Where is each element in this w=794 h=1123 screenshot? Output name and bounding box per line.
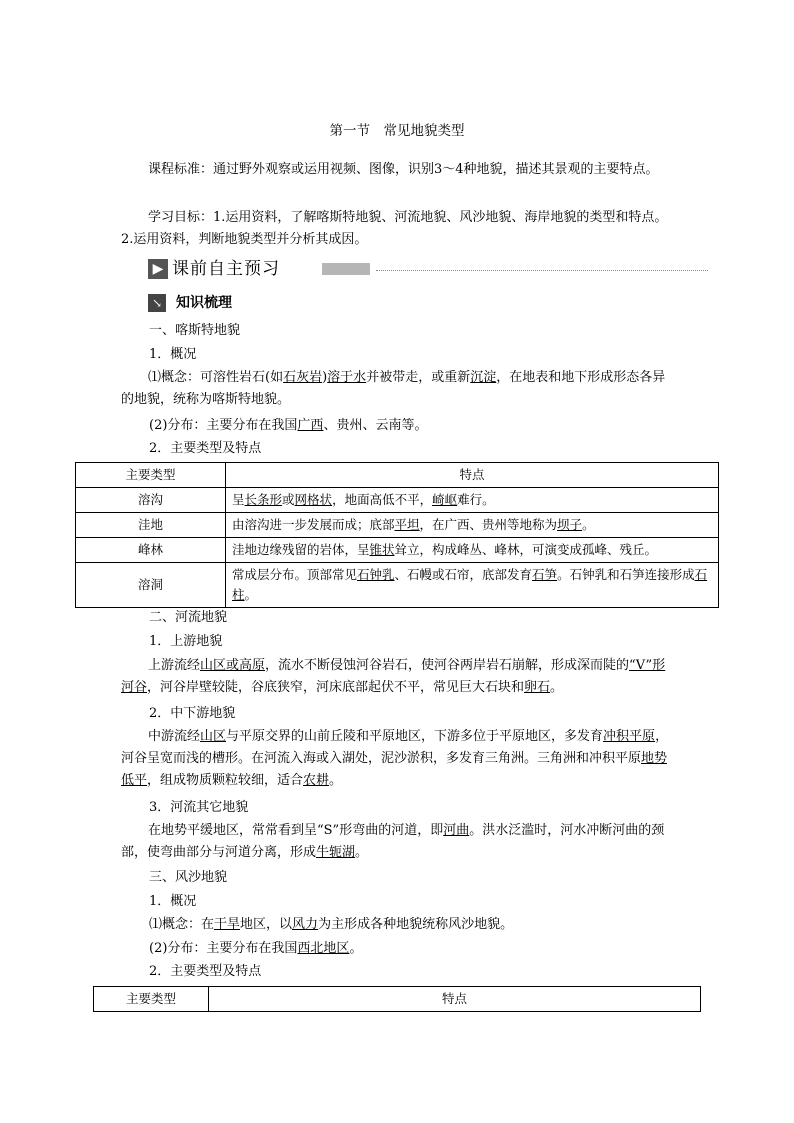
table-cell-feature: 呈长条形或网格状，地面高低不平，崎岖难行。 — [226, 488, 719, 513]
river-other-text: 在地势平缓地区，常常看到呈“S”形弯曲的河道，即河曲。洪水泛滥时，河水冲断河曲的颈部，使弯曲部分与河道分离，形成牛轭湖。 — [121, 823, 665, 860]
table-row — [76, 538, 719, 563]
river-mid-text: 中游流经山区与平原交界的山前丘陵和平原地区，下游多位于平原地区，多发育冲积平原，河谷呈宽而浅的槽形。在河流入海或入湖处，泥沙淤积，多发育三角洲。三角洲和冲积平原地势低平，组成物质颗粒较细，适合农耕。 — [121, 729, 669, 788]
river-mid-heading: 2．中下游地貌 — [149, 706, 236, 721]
table-header-row — [76, 463, 719, 488]
table-header: 特点 — [209, 987, 701, 1012]
karst-heading: 一、喀斯特地貌 — [149, 323, 241, 338]
learning-goal: 学习目标：1.运用资料，了解喀斯特地貌、河流地貌、风沙地貌、海岸地貌的类型和特点。2.运用资料，判断地貌类型并分析其成因。 — [121, 210, 668, 247]
section-banner — [148, 258, 708, 280]
table-cell-feature: 由溶沟进一步发展而成；底部平坦，在广西、贵州等地称为坝子。 — [226, 513, 719, 538]
table-row — [76, 513, 719, 538]
course-standard: 课程标准：通过野外观察或运用视频、图像，识别3～4种地貌，描述其景观的主要特点。 — [148, 162, 659, 177]
wind-types-table — [93, 986, 701, 1012]
wind-overview-heading: 1．概况 — [149, 894, 197, 909]
river-upper-text: 上游流经山区或高原，流水不断侵蚀河谷岩石，使河谷两岸岩石崩解，形成深而陡的“V”形河谷，河谷岸壁较陡，谷底狭窄，河床底部起伏不平，常见巨大石块和卵石。 — [121, 658, 666, 695]
arrow-icon: ▶ — [148, 259, 168, 279]
karst-distribution: (2)分布：主要分布在我国广西、贵州、云南等。 — [149, 418, 428, 433]
sub-header-label: 知识梳理 — [176, 295, 232, 311]
karst-concept: ⑴概念：可溶性岩石(如石灰岩)溶于水并被带走，或重新沉淀，在地表和地下形成形态各异的地貌，统称为喀斯特地貌。 — [121, 370, 666, 407]
wind-distribution: (2)分布：主要分布在我国西北地区。 — [149, 941, 363, 956]
table-header-row — [94, 987, 701, 1012]
table-cell-type: 峰林 — [76, 538, 226, 563]
table-cell-feature: 洼地边缘残留的岩体，呈锥状耸立，构成峰丛、峰林，可演变成孤峰、残丘。 — [226, 538, 719, 563]
table-cell-type: 溶沟 — [76, 488, 226, 513]
river-other-heading: 3．河流其它地貌 — [149, 800, 249, 815]
karst-overview-heading: 1．概况 — [149, 347, 197, 362]
banner-divider — [376, 270, 708, 271]
page-title: 第一节 常见地貌类型 — [329, 123, 465, 139]
table-row — [76, 488, 719, 513]
table-cell-type: 溶洞 — [76, 563, 226, 608]
banner-block — [322, 263, 370, 275]
karst-types-heading: 2．主要类型及特点 — [149, 441, 262, 456]
river-heading: 二、河流地貌 — [149, 610, 228, 625]
table-header: 主要类型 — [94, 987, 209, 1012]
wind-concept: ⑴概念：在干旱地区，以风力为主形成各种地貌统称风沙地貌。 — [149, 917, 514, 932]
river-upper-heading: 1．上游地貌 — [149, 634, 223, 649]
table-row — [76, 563, 719, 608]
table-header: 主要类型 — [76, 463, 226, 488]
table-cell-feature: 常成层分布。顶部常见石钟乳、石幔或石帘，底部发育石笋。石钟乳和石笋连接形成石柱。 — [226, 563, 719, 608]
wind-types-heading: 2．主要类型及特点 — [149, 964, 262, 979]
table-cell-type: 洼地 — [76, 513, 226, 538]
wind-heading: 三、风沙地貌 — [149, 870, 228, 885]
arrow-icon: ↘ — [148, 294, 166, 312]
table-header: 特点 — [226, 463, 719, 488]
section-banner-label: 课前自主预习 — [172, 259, 280, 279]
karst-types-table — [75, 462, 719, 608]
